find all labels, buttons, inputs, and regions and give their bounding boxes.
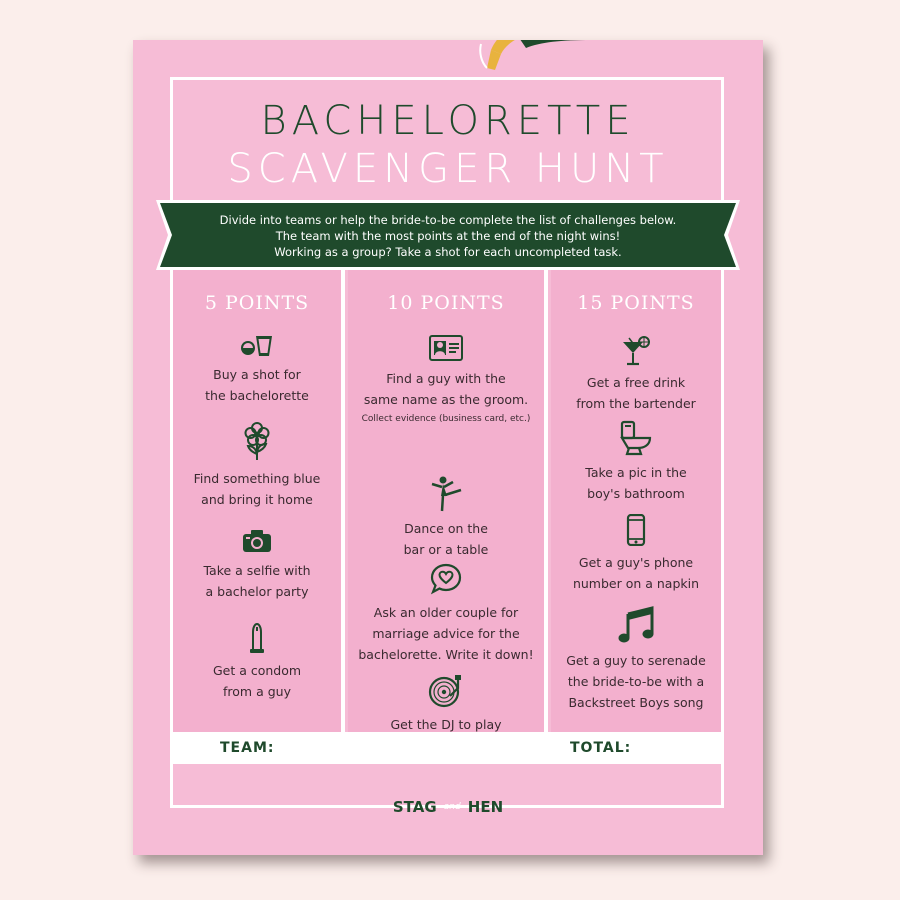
title-line-1: BACHELORETTE: [260, 98, 636, 144]
stag-and-hen-logo: [133, 796, 763, 816]
flower-icon: [244, 422, 270, 462]
task-item: [348, 562, 544, 665]
column-title: 15 POINTS: [577, 292, 695, 314]
instructions-banner: [156, 200, 740, 270]
task-line: Backstreet Boys song: [568, 695, 704, 710]
task-line: Get a condom: [212, 663, 302, 678]
task-line: Find a guy with the: [386, 371, 506, 386]
task-line: Take a pic in the: [585, 465, 687, 480]
banner-line-2: The team with the most points at the end of the night wins!: [275, 229, 621, 243]
logo-line-left: [334, 806, 378, 808]
task-line: from a guy: [223, 684, 291, 699]
title-line-2: SCAVENGER HUNT: [227, 146, 669, 192]
task-item: [551, 606, 721, 713]
heart-chat-icon: [429, 562, 463, 596]
task-item: [551, 514, 721, 594]
team-label: TEAM:: [220, 740, 275, 756]
dancer-icon: [429, 476, 463, 512]
condom-icon: [247, 622, 267, 654]
music-note-icon: [618, 606, 654, 644]
task-item: [173, 332, 341, 406]
banner-line-1: Divide into teams or help the bride-to-be complete the list of challenges below.: [219, 213, 677, 227]
task-line: number on a napkin: [572, 576, 700, 591]
task-item: [348, 476, 544, 560]
task-line: Dance on the: [404, 521, 488, 536]
scavenger-hunt-sheet: [133, 40, 763, 855]
column-separator: [341, 270, 345, 732]
task-line: Find something blue: [193, 471, 321, 486]
task-line: Get a guy to serenade: [566, 653, 706, 668]
toilet-icon: [619, 420, 653, 456]
task-line: Take a selfie with: [203, 563, 311, 578]
task-line: Get a guy's phone: [578, 555, 694, 570]
banner-text: [156, 212, 740, 260]
task-line: from the bartender: [576, 396, 696, 411]
task-line: marriage advice for the: [372, 626, 520, 641]
logo-word-and: and: [443, 801, 461, 812]
champagne-bottle-icon: [451, 40, 591, 80]
logo-word-stag: STAG: [392, 797, 437, 816]
column-15-points: [551, 270, 721, 732]
score-bar: [170, 732, 724, 764]
turntable-icon: [428, 674, 464, 708]
column-separator: [544, 270, 548, 732]
task-line: Get a free drink: [586, 375, 686, 390]
task-item: [551, 336, 721, 414]
column-5-points: [173, 270, 341, 732]
camera-icon: [241, 528, 273, 554]
column-title: 5 POINTS: [204, 292, 310, 314]
banner-line-3: Working as a group? Take a shot for each uncompleted task.: [274, 245, 622, 259]
task-line: boy's bathroom: [587, 486, 685, 501]
shot-glass-icon: [240, 332, 274, 358]
task-item: [348, 334, 544, 426]
task-line: same name as the groom.: [363, 392, 529, 407]
phone-icon: [626, 514, 646, 546]
logo-line-right: [518, 806, 562, 808]
task-line: Buy a shot for: [213, 367, 301, 382]
logo-word-hen: HEN: [467, 797, 504, 816]
total-label: TOTAL:: [570, 740, 632, 756]
task-line: Get the DJ to play: [390, 717, 502, 732]
task-line: the bachelorette: [205, 388, 309, 403]
task-note: Collect evidence (business card, etc.): [361, 414, 531, 424]
task-line: and bring it home: [201, 492, 313, 507]
column-10-points: [348, 270, 544, 732]
task-line: bar or a table: [403, 542, 489, 557]
task-line: bachelorette. Write it down!: [358, 647, 534, 662]
task-line: Ask an older couple for: [373, 605, 519, 620]
task-line: a bachelor party: [205, 584, 309, 599]
task-item: [173, 528, 341, 602]
task-item: [551, 420, 721, 504]
task-item: [173, 622, 341, 702]
column-title: 10 POINTS: [387, 292, 505, 314]
task-line: the bride-to-be with a: [567, 674, 705, 689]
task-item: [173, 422, 341, 510]
cocktail-icon: [621, 336, 651, 366]
id-card-icon: [428, 334, 464, 362]
